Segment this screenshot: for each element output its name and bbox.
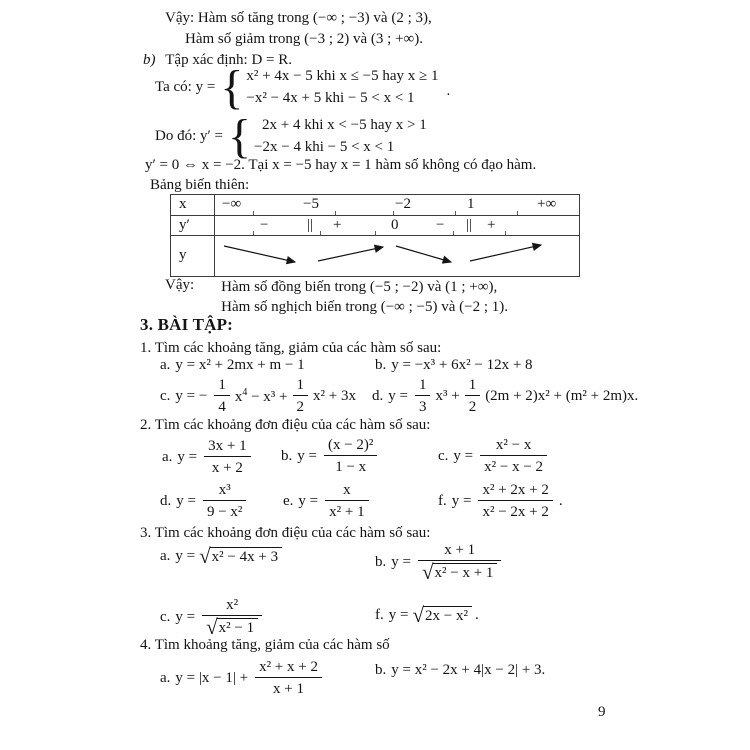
expression-lead: y = [451, 492, 472, 509]
item-label: c. [160, 387, 171, 404]
item-label: b. [375, 357, 387, 373]
item-label: a. [160, 357, 171, 373]
fraction-denominator: x + 1 [273, 681, 304, 697]
exercise-3a [160, 543, 282, 569]
yprime-sign: 0 [391, 217, 399, 233]
item-expression: y = x² + 2mx + m − 1 [175, 357, 305, 373]
table-row-x [171, 195, 579, 215]
exercise-1b [375, 357, 533, 374]
conclusion-b-line1: Hàm số đồng biến trong (−5 ; −2) và (1 ; +∞), [221, 279, 498, 295]
system1-period: . [446, 82, 451, 99]
fraction [418, 541, 501, 584]
item-label: d. [160, 492, 172, 509]
item-label: f. [375, 606, 384, 623]
exercise-3f [375, 602, 479, 628]
item-expression: y = x² − 2x + 4|x − 2| + 3. [391, 662, 546, 678]
item-label: c. [438, 447, 449, 464]
item-label: a. [160, 547, 171, 564]
expression-lead: y = [453, 447, 474, 464]
expression-tail: . [558, 492, 563, 509]
system1-lead: Ta có: y = [155, 78, 216, 95]
left-brace: { [220, 61, 244, 114]
x-value: +∞ [537, 196, 557, 212]
row-header-y: y [171, 236, 215, 276]
item-label: b. [375, 553, 387, 570]
expression-tail: x² + 3x [313, 387, 356, 404]
exercise-1a [160, 357, 305, 374]
fraction [214, 376, 230, 416]
fraction-numerator: x² [202, 596, 262, 616]
item-label: b. [281, 447, 293, 464]
expression-lead: y = [175, 608, 196, 625]
section4-title: 4. Tìm khoảng tăng, giảm của các hàm số [140, 637, 390, 653]
exercise-4a [160, 655, 325, 701]
x-value: 1 [467, 196, 475, 212]
expression-lead: y = [176, 492, 196, 509]
item-label: d. [372, 387, 384, 404]
fraction-numerator: x [325, 481, 368, 501]
left-brace: { [228, 110, 252, 163]
radicand: x² − x + 1 [433, 563, 498, 582]
fraction-numerator: x + 1 [418, 541, 501, 561]
yprime-sign: − [260, 217, 269, 233]
exercise-1c [160, 377, 358, 415]
fraction [203, 481, 246, 521]
fraction-denominator: x + 2 [211, 460, 243, 476]
radicand: x² − 1 [217, 618, 258, 637]
fraction-denominator: 2 [468, 399, 477, 415]
expression-tail: . [474, 606, 479, 623]
exercise-2e [283, 480, 372, 522]
square-root [412, 602, 472, 627]
exercise-1d [372, 377, 640, 415]
expression-lead: y = [177, 448, 198, 465]
square-root [421, 559, 497, 584]
expression-lead: y = |x − 1| + [175, 669, 249, 686]
table-row-yprime [171, 215, 579, 235]
section2-title: 2. Tìm các khoảng đơn điệu của các hàm số sau: [140, 417, 431, 433]
x-value: −∞ [222, 196, 242, 212]
radical-sign: √ [421, 559, 434, 584]
fraction-denominator: 3 [418, 399, 427, 415]
fraction [293, 376, 309, 416]
yprime-sign: + [333, 217, 342, 233]
conclusion-b-line2: Hàm số nghịch biến trong (−∞ ; −5) và (−2 ; 1). [221, 299, 509, 315]
radical-sign: √ [199, 543, 211, 568]
fraction [415, 376, 431, 416]
monotonicity-arrow-decreasing [223, 242, 303, 268]
system1-case1: x² + 4x − 5 khi x ≤ −5 hay x ≥ 1 [246, 68, 439, 84]
fraction [202, 596, 262, 639]
exercise-2f [438, 477, 563, 525]
fraction-numerator: 1 [415, 376, 431, 396]
part-b-label: b) [143, 52, 156, 68]
section1-title: 1. Tìm các khoảng tăng, giảm của các hàm số sau: [140, 340, 442, 356]
section3-title: 3. Tìm các khoảng đơn điệu của các hàm số sau: [140, 525, 431, 541]
expression-lead: y = [388, 606, 409, 623]
fraction-numerator: (x − 2)² [324, 436, 377, 456]
square-root [199, 543, 282, 568]
segment-base: x [234, 388, 243, 405]
expression-lead: y = [391, 553, 411, 570]
exercises-heading [140, 315, 233, 335]
expression-segment: x³ + [435, 387, 460, 404]
radical-sign: √ [412, 602, 424, 627]
fraction [325, 481, 368, 521]
piecewise-system-1 [155, 61, 451, 114]
fraction-denominator: 9 − x² [206, 504, 243, 520]
item-label: f. [438, 492, 447, 509]
segment-exponent: 4 [242, 386, 248, 398]
system1-case2: −x² − 4x + 5 khi − 5 < x < 1 [246, 90, 415, 106]
item-expression: y = −x³ + 6x² − 12x + 8 [391, 357, 533, 373]
exercise-4b [375, 662, 545, 679]
expression-lead: y = − [175, 387, 208, 404]
table-row-y [171, 235, 579, 276]
yprime-sign: + [487, 217, 496, 233]
radicand: x² − 4x + 3 [210, 547, 282, 566]
system2-case2: −2x − 4 khi − 5 < x < 1 [254, 139, 395, 155]
system2-case1: 2x + 4 khi x < −5 hay x > 1 [262, 117, 427, 133]
expression-lead: y = [298, 492, 319, 509]
fraction-numerator: 1 [465, 376, 481, 396]
row-y-cells [215, 236, 579, 276]
fraction [480, 436, 547, 476]
exercise-2b [281, 432, 380, 480]
yprime-sign: − [436, 217, 445, 233]
variation-table-label: Bảng biến thiên: [150, 177, 250, 193]
exercise-2c [438, 432, 550, 480]
row-x-cells [215, 195, 579, 215]
item-label: c. [160, 608, 171, 625]
expression-tail: (2m + 2)x² + (m² + 2m)x. [485, 387, 639, 404]
x-value: −5 [303, 196, 319, 212]
item-label: a. [162, 448, 173, 465]
derivative-note: y′ = 0 ⇔ x = −2. Tại x = −5 hay x = 1 hàm số không có đạo hàm. [145, 157, 537, 173]
row-header-yprime: y′ [171, 216, 215, 235]
conclusion-b [165, 277, 508, 318]
yprime-sign: || [466, 217, 473, 233]
fraction [324, 436, 377, 476]
fraction-denominator: x² + 1 [329, 504, 365, 520]
expression-segment [235, 387, 288, 406]
row-yprime-cells [215, 216, 579, 235]
expression-lead: y = [388, 387, 408, 404]
x-value: −2 [395, 196, 411, 212]
fraction [255, 658, 322, 698]
fraction-numerator: x² + 2x + 2 [478, 481, 552, 501]
square-root [206, 614, 258, 639]
fraction-denominator: 2 [296, 399, 305, 415]
fraction-denominator [202, 616, 262, 639]
fraction-numerator: 3x + 1 [204, 437, 250, 457]
radicand: 2x − x² [423, 606, 472, 625]
exercises-heading-text: 3. BÀI TẬP: [140, 315, 234, 334]
expression-lead: y = [297, 447, 317, 464]
fraction-denominator: 4 [218, 399, 226, 415]
variation-table [170, 194, 580, 277]
fraction [204, 437, 250, 477]
exercise-2a [162, 434, 254, 480]
fraction [478, 481, 552, 521]
fraction-numerator: 1 [214, 376, 230, 396]
fraction-denominator: x² − x − 2 [484, 459, 544, 475]
exercise-2d [160, 478, 249, 524]
part-b-text: Tập xác định: D = R. [165, 52, 293, 68]
page-number: 9 [598, 704, 606, 720]
item-label: b. [375, 662, 387, 678]
system2-lead: Do đó: y′ = [155, 127, 223, 144]
expression-lead: y = [175, 547, 196, 564]
fraction-denominator: x² − 2x + 2 [482, 504, 549, 520]
fraction-denominator: 1 − x [335, 459, 367, 475]
yprime-sign: || [307, 217, 314, 233]
fraction-numerator: x² − x [480, 436, 547, 456]
conclusion-a-line1: Vậy: Hàm số tăng trong (−∞ ; −3) và (2 ; 3), [165, 10, 432, 26]
piecewise-system-2 [155, 110, 427, 163]
radical-sign: √ [206, 614, 218, 639]
fraction-numerator: x² + x + 2 [255, 658, 322, 678]
monotonicity-arrow-increasing [469, 241, 549, 267]
monotonicity-arrow-decreasing [395, 242, 459, 268]
fraction-denominator [418, 561, 501, 584]
fraction-numerator: 1 [293, 376, 309, 396]
item-label: e. [283, 492, 294, 509]
exercise-3b [375, 536, 504, 588]
conclusion-b-label: Vậy: [165, 277, 195, 293]
monotonicity-arrow-increasing [317, 243, 391, 267]
segment-rest: − x³ + [247, 388, 288, 405]
conclusion-a-line2: Hàm số giảm trong (−3 ; 2) và (3 ; +∞). [185, 31, 423, 47]
fraction-numerator: x³ [203, 481, 246, 501]
exercise-3c [160, 590, 265, 644]
item-label: a. [160, 669, 171, 686]
row-header-x: x [171, 195, 215, 215]
fraction [465, 376, 481, 416]
